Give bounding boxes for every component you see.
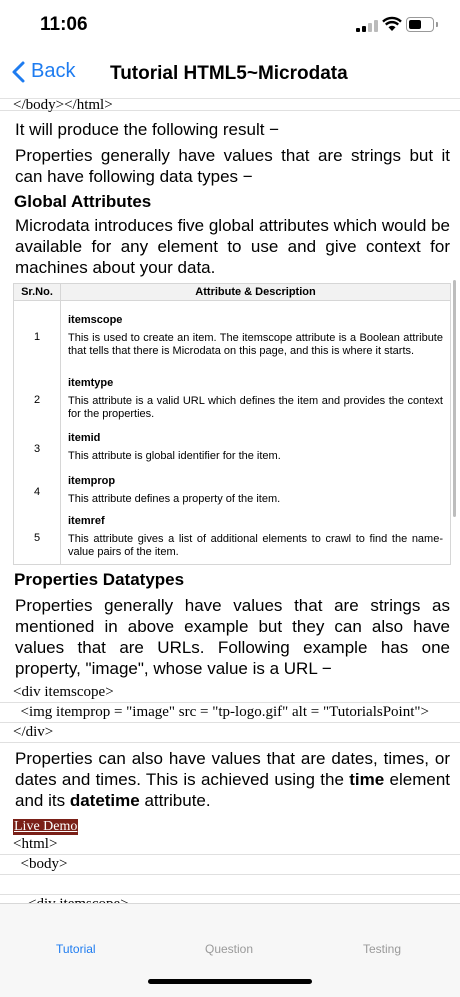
tab-question[interactable]: Question xyxy=(205,942,254,956)
wifi-icon xyxy=(382,16,402,32)
code-line xyxy=(0,875,460,895)
attribute-name: itemprop xyxy=(68,475,116,487)
column-header-srno: Sr.No. xyxy=(14,284,61,301)
section-heading-global-attributes: Global Attributes xyxy=(14,192,152,211)
code-line: <img itemprop = "image" src = "tp-logo.gif" alt = "TutorialsPoint"> xyxy=(0,703,460,723)
tab-testing[interactable]: Testing xyxy=(363,942,402,956)
row-number: 5 xyxy=(14,513,61,565)
row-number: 3 xyxy=(14,427,61,471)
table-row xyxy=(14,427,451,471)
table-header-row xyxy=(14,284,451,301)
scrollbar[interactable] xyxy=(453,280,456,517)
code-line: </div> xyxy=(0,723,460,743)
live-demo-link[interactable]: Live Demo xyxy=(14,819,78,834)
table-row xyxy=(14,513,451,565)
result-text: It will produce the following result − xyxy=(15,120,280,139)
code-line: <html> xyxy=(0,835,460,855)
code-line: <div itemscope> xyxy=(0,683,460,703)
row-number: 1 xyxy=(14,301,61,373)
datatypes-text: Properties generally have values that are strings as mentioned in above example but they can also have values that are URLs. Following example has one property, "image", whose value is a URL − xyxy=(15,596,450,678)
code-line: <body> xyxy=(0,855,460,875)
back-button[interactable] xyxy=(12,60,75,83)
attribute-name: itemscope xyxy=(68,313,123,326)
global-attributes-text: Microdata introduces five global attributes which would be available for any element to use and give context for machines about your data. xyxy=(15,216,450,277)
section-heading-properties-datatypes: Properties Datatypes xyxy=(14,570,185,589)
attribute-description: This attribute is global identifier for the item. xyxy=(68,450,281,462)
attribute-description: This attribute gives a list of additional elements to crawl to find the name-value pairs of the item. xyxy=(68,533,443,559)
back-label: Back xyxy=(31,60,76,82)
page-title: Tutorial HTML5~Microdata xyxy=(110,63,348,84)
chevron-left-icon xyxy=(12,61,25,83)
status-bar xyxy=(0,0,460,50)
tutorial-content[interactable] xyxy=(0,98,460,903)
attribute-name: itemid xyxy=(68,432,101,444)
row-number: 2 xyxy=(14,373,61,427)
code-line: </body></html> xyxy=(0,98,460,111)
attribute-description: This attribute is a valid URL which defines the item and provides the context for the properties. xyxy=(68,394,443,420)
status-time: 11:06 xyxy=(40,14,88,35)
properties-intro: Properties generally have values that are strings but it can have following data types − xyxy=(15,146,450,186)
column-header-attribute: Attribute & Description xyxy=(61,284,451,301)
battery-icon xyxy=(406,17,434,32)
attribute-description: This attribute defines a property of the item. xyxy=(68,493,281,505)
attribute-name: itemtype xyxy=(68,376,114,389)
navigation-bar xyxy=(0,50,460,99)
cellular-signal-icon xyxy=(356,20,378,32)
table-row xyxy=(14,373,451,427)
row-number: 4 xyxy=(14,471,61,513)
table-row xyxy=(14,301,451,373)
home-indicator xyxy=(148,979,312,984)
dates-text: Properties can also have values that are dates, times, or dates and times. This is achieved using the time element and its datetime attribute. xyxy=(15,749,450,810)
table-row xyxy=(14,471,451,513)
attribute-description: This is used to create an item. The itemscope attribute is a Boolean attribute that tells that there is Microdata on this page, and this is where it starts. xyxy=(68,331,443,357)
attribute-name: itemref xyxy=(68,515,105,528)
tab-tutorial[interactable]: Tutorial xyxy=(56,942,96,956)
attributes-table xyxy=(13,283,451,565)
